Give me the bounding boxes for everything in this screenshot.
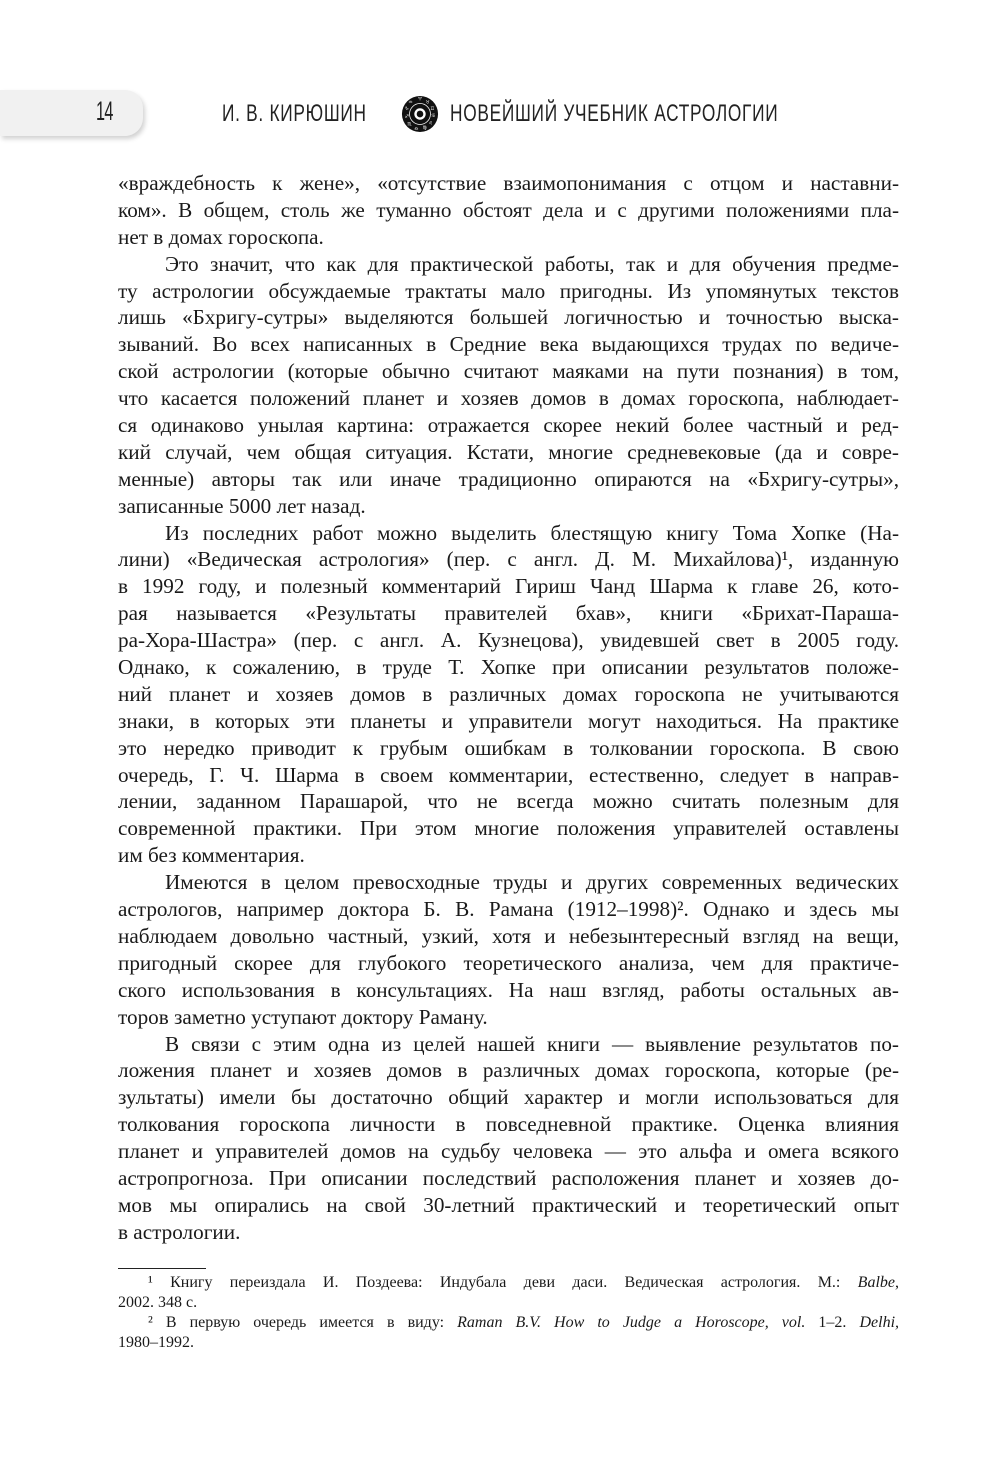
text-line: зываний. Во всех написанных в Средние века выдающихся трудах по ведиче- bbox=[118, 332, 899, 357]
text-line: знаки, в которых эти планеты и управители могут находиться. На практике bbox=[118, 708, 899, 733]
text-line: кий случай, чем общая ситуация. Кстати, многие средневековые (да и совре- bbox=[118, 439, 899, 464]
text-line: рая называется «Результаты правителей бхав», книги «Брихат-Параша- bbox=[118, 601, 899, 626]
svg-text:♋: ♋ bbox=[431, 113, 436, 119]
text-line: ком». В общем, столь же туманно обстоят дела и с другими положениями пла- bbox=[118, 197, 899, 222]
footnote-text: 1980–1992. bbox=[118, 1334, 194, 1351]
footnote-text: , bbox=[895, 1274, 899, 1291]
svg-text:♈: ♈ bbox=[417, 97, 423, 103]
text-line: толкования гороскопа личности в повседневной практике. Оценка влияния bbox=[118, 1112, 899, 1137]
text-line: ний планет и хозяев домов в различных домах гороскопа не учитываются bbox=[118, 681, 899, 706]
footnote-1 bbox=[118, 1273, 899, 1313]
text-line: ту астрологии обсуждаемые трактаты мало пригодны. Из упомянутых текстов bbox=[118, 278, 899, 303]
text-line: ложения планет и хозяев домов в различных домах гороскопа, которые (ре- bbox=[118, 1058, 899, 1083]
footnote-text: ² В первую очередь имеется в виду: bbox=[148, 1314, 458, 1331]
text-line: «враждебность к жене», «отсутствие взаимопонимания с отцом и наставни- bbox=[118, 171, 899, 195]
footnote-line bbox=[118, 1313, 899, 1333]
text-line: Однако, к сожалению, в труде Т. Хопке при описании результатов положе- bbox=[118, 655, 899, 680]
paragraph bbox=[118, 869, 899, 1030]
text-line: менные) авторы так или иначе традиционно опираются на «Бхригу-сутры», bbox=[118, 466, 899, 491]
italic-citation: Balbe bbox=[857, 1274, 895, 1291]
text-line: ской астрологии (которые обычно считают маяками на пути познания) в том, bbox=[118, 359, 899, 384]
zodiac-wheel-icon bbox=[401, 95, 439, 133]
svg-text:♎: ♎ bbox=[414, 127, 419, 133]
text-line: В связи с этим одна из целей нашей книги — выявление результатов по- bbox=[165, 1031, 899, 1056]
paragraph bbox=[118, 170, 899, 251]
text-line: ся одинаково унылая картина: отражается скорее некий более частный и ред- bbox=[118, 413, 899, 438]
footnote-2 bbox=[118, 1313, 899, 1353]
svg-text:♉: ♉ bbox=[425, 100, 430, 106]
svg-text:♊: ♊ bbox=[430, 107, 435, 113]
svg-text:♌: ♌ bbox=[428, 121, 433, 127]
text-line: им без комментария. bbox=[118, 843, 305, 868]
text-line: что касается положений планет и хозяев домов в домах гороскопа, наблюдает- bbox=[118, 386, 899, 411]
text-line: ра-Хора-Шастра» (пер. с англ. А. Кузнецова), увидевшей свет в 2005 году. bbox=[118, 628, 899, 653]
text-line: торов заметно уступают доктору Раману. bbox=[118, 1004, 488, 1029]
text-line: пригодный скорее для глубокого теоретического анализа, чем для практиче- bbox=[118, 950, 899, 975]
footnote-line bbox=[118, 1333, 899, 1353]
italic-citation: Raman B.V. How to Judge a Horoscope, vol. bbox=[457, 1314, 806, 1331]
text-line: в астрологии. bbox=[118, 1219, 241, 1244]
main-text bbox=[118, 170, 899, 1246]
text-line: нет в домах гороскопа. bbox=[118, 224, 324, 249]
text-line: лишь «Бхригу-сутры» выделяются большей логичностью и точностью выска- bbox=[118, 305, 899, 330]
footnote-line bbox=[118, 1273, 899, 1293]
text-line: ского использования в консультациях. На наш взгляд, работы остальных ав- bbox=[118, 977, 899, 1002]
text-line: Это значит, что как для практической работы, так и для обучения предме- bbox=[165, 251, 899, 276]
paragraph bbox=[118, 1031, 899, 1246]
footnote-line bbox=[118, 1293, 899, 1313]
text-line: это нередко приводит к грубым ошибкам в толковании гороскопа. В свою bbox=[118, 735, 899, 760]
text-line: зультаты) имели бы достаточно общий характер и могли использоваться для bbox=[118, 1085, 899, 1110]
running-header-title: НОВЕЙШИЙ УЧЕБНИК АСТРОЛОГИИ bbox=[450, 100, 779, 127]
svg-text:♒: ♒ bbox=[408, 100, 413, 106]
page-number-tab bbox=[0, 90, 143, 136]
text-line: наблюдаем довольно частный, узкий, хотя и небезынтересный взгляд на вещи, bbox=[118, 923, 899, 948]
svg-text:♍: ♍ bbox=[422, 126, 427, 132]
text-line: в 1992 году, и полезный комментарий Гириш Чанд Шарма к главе 26, кото- bbox=[118, 574, 899, 599]
svg-text:♏: ♏ bbox=[407, 122, 412, 128]
text-line: современной практики. При этом многие положения управителей оставлены bbox=[118, 816, 899, 841]
svg-text:♐: ♐ bbox=[404, 114, 409, 120]
text-line: планет и управителей домов на судьбу человека — это альфа и омега всякого bbox=[118, 1139, 899, 1164]
paragraph bbox=[118, 251, 899, 520]
footnote-rule bbox=[118, 1268, 206, 1269]
text-line: лении, заданном Парашарой, что не всегда можно считать полезным для bbox=[118, 789, 899, 814]
text-line: мов мы опирались на свой 30-летний практический и теоретический опыт bbox=[118, 1192, 899, 1217]
italic-citation: Delhi, bbox=[859, 1314, 900, 1331]
page-number: 14 bbox=[96, 96, 113, 126]
text-line: астропрогноза. При описании последствий расположения планет и хозяев до- bbox=[118, 1165, 899, 1190]
text-line: лини) «Ведическая астрология» (пер. с англ. Д. М. Михайлова)¹, изданную bbox=[118, 547, 899, 572]
svg-text:♑: ♑ bbox=[404, 107, 409, 113]
footnotes bbox=[118, 1273, 899, 1353]
footnote-text: 1–2. bbox=[805, 1314, 860, 1331]
text-line: Имеются в целом превосходные труды и других современных ведических bbox=[165, 870, 899, 895]
footnote-text: ¹ Книгу переиздала И. Поздеева: Индубала деви даси. Ведическая астрология. М.: bbox=[148, 1274, 858, 1291]
footnote-text: 2002. 348 с. bbox=[118, 1294, 198, 1311]
text-line: очередь, Г. Ч. Шарма в своем комментарии, естественно, следует в направ- bbox=[118, 762, 899, 787]
text-line: Из последних работ можно выделить блестящую книгу Тома Хопке (На- bbox=[165, 520, 899, 545]
running-header-author: И. В. КИРЮШИН bbox=[222, 100, 367, 127]
text-line: астрологов, например доктора Б. В. Рамана (1912–1998)². Однако и здесь мы bbox=[118, 897, 899, 922]
text-line: записанные 5000 лет назад. bbox=[118, 493, 366, 518]
paragraph bbox=[118, 520, 899, 870]
